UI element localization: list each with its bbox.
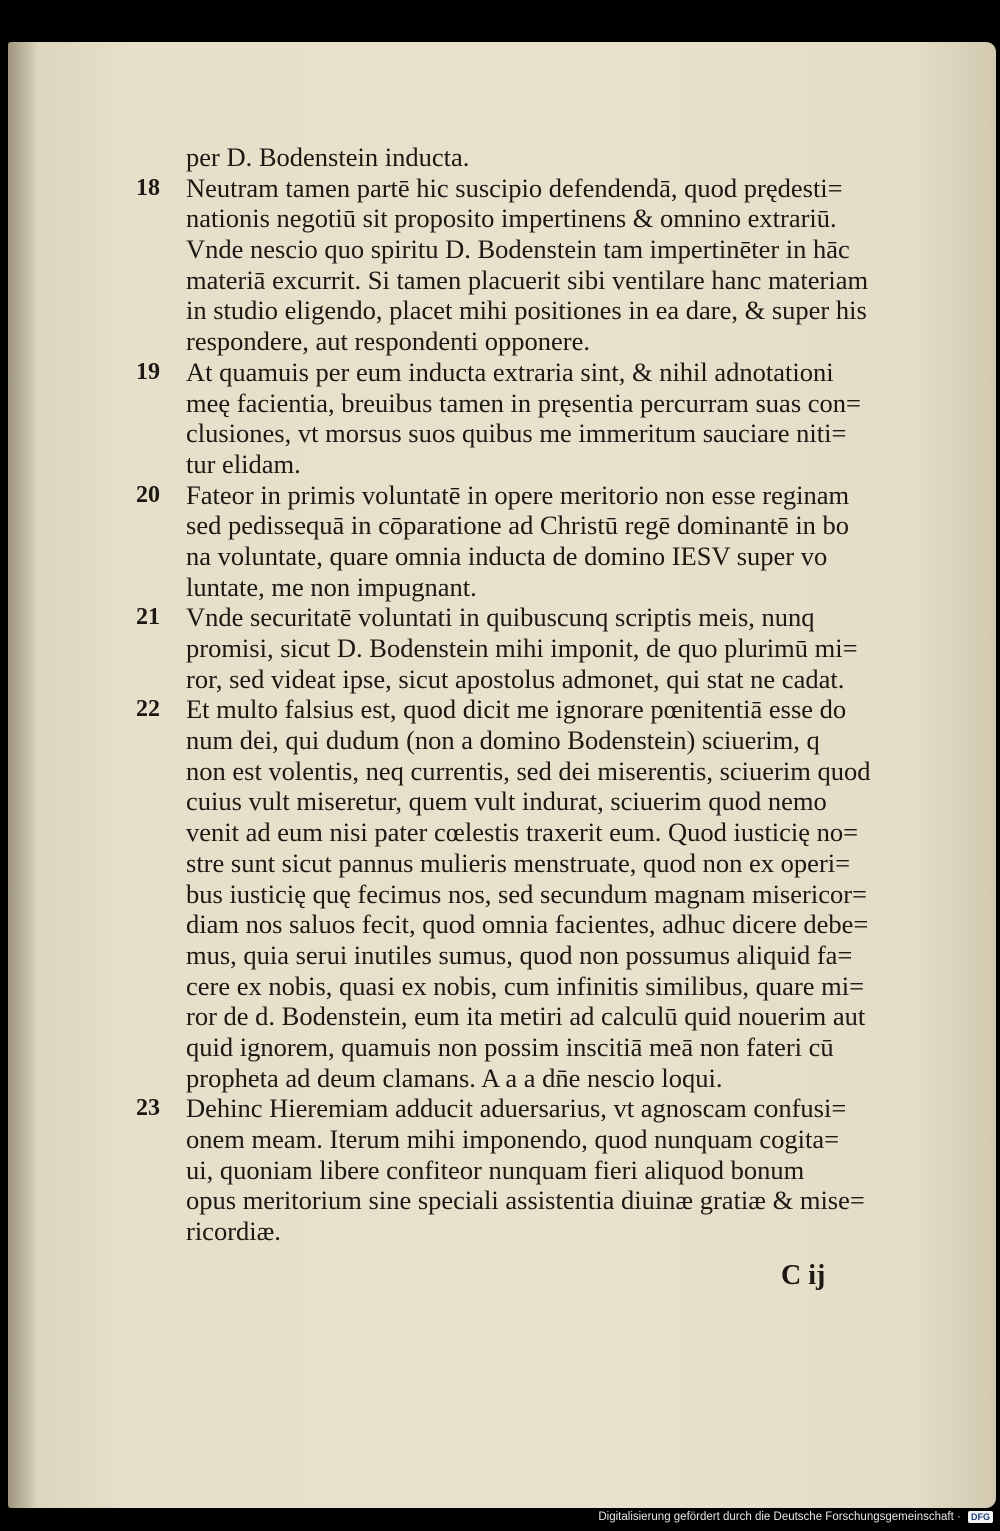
line-text: Vnde nescio quo spiritu D. Bodenstein tam impertinēter in hāc: [186, 234, 850, 265]
text-line: [136, 326, 916, 357]
text-line: [136, 510, 916, 541]
text-line: [136, 848, 916, 879]
line-text: luntate, me non impugnant.: [186, 571, 477, 602]
text-line: [136, 295, 916, 326]
line-text: quid ignorem, quamuis non possim inscitiā meā non fateri cū: [186, 1031, 834, 1062]
line-text: venit ad eum nisi pater cœlestis traxerit eum. Quod iusticię no=: [186, 817, 859, 848]
paragraph-number: 18: [136, 174, 160, 201]
text-line: [136, 971, 916, 1002]
text-line: [136, 817, 916, 848]
line-text: propheta ad deum clamans. A a a dn̄e nescio loqui.: [186, 1062, 723, 1093]
text-line: [136, 725, 916, 756]
line-text: onem meam. Iterum mihi imponendo, quod nunquam cogita=: [186, 1124, 840, 1154]
line-text: ricordiæ.: [186, 1216, 281, 1247]
text-line: [136, 265, 916, 296]
text-line: [136, 357, 916, 388]
dfg-logo: DFG: [968, 1511, 993, 1523]
line-text: clusiones, vt morsus suos quibus me immeritum sauciare niti=: [186, 418, 847, 449]
text-line: [136, 786, 916, 817]
line-text: Et multo falsius est, quod dicit me ignorare pœnitentiā esse do: [186, 694, 847, 725]
line-text: cuius vult miseretur, quem vult indurat, sciuerim quod nemo: [186, 786, 827, 817]
line-text: ror de d. Bodenstein, eum ita metiri ad calculū quid nouerim aut: [186, 1001, 866, 1032]
line-text: cere ex nobis, quasi ex nobis, cum infinitis similibus, quare mi=: [186, 970, 865, 1001]
book-page: [8, 42, 996, 1508]
line-text: Neutram tamen partē hic suscipio defendendā, quod prędesti=: [186, 172, 843, 203]
text-line: [136, 234, 916, 265]
line-text: Fateor in primis voluntatē in opere meritorio non esse reginam: [186, 479, 850, 510]
line-text: na voluntate, quare omnia inducta de domino IESV super vo: [186, 540, 828, 571]
line-text: nationis negotiū sit proposito impertinens & omnino extrariū.: [186, 203, 837, 234]
text-line: [136, 1185, 916, 1216]
text-line: [136, 1032, 916, 1063]
text-line: [136, 1155, 916, 1186]
paragraph-number: 19: [136, 358, 160, 385]
text-line: [136, 633, 916, 664]
text-line: [136, 1063, 916, 1094]
text-line: [136, 418, 916, 449]
text-line: [136, 664, 916, 695]
paragraph-number: 22: [136, 696, 160, 723]
line-text: ror, sed videat ipse, sicut apostolus admonet, qui stat ne cadat.: [186, 663, 845, 694]
line-text: bus iusticię quę fecimus nos, sed secundum magnam misericor=: [186, 878, 867, 909]
page-text-block: [136, 142, 916, 1247]
text-line: [136, 480, 916, 511]
text-line: [136, 142, 916, 173]
text-line: [136, 694, 916, 725]
line-text: respondere, aut respondenti opponere.: [186, 326, 590, 357]
line-text: Dehinc Hieremiam adducit aduersarius, vt agnoscam confusi=: [186, 1093, 847, 1124]
text-line: [136, 909, 916, 940]
text-line: [136, 541, 916, 572]
text-line: [136, 173, 916, 204]
line-text: diam nos saluos fecit, quod omnia facientes, adhuc dicere debe=: [186, 909, 869, 940]
page-gutter-shadow: [8, 42, 38, 1508]
line-text: At quamuis per eum inducta extraria sint, & nihil adnotationi: [186, 356, 834, 387]
line-text: opus meritorium sine speciali assistentia diuinæ gratiæ & mise=: [186, 1185, 865, 1216]
text-line: [136, 1093, 916, 1124]
paragraph-number: 23: [136, 1095, 160, 1122]
digitization-footer: [0, 1511, 993, 1523]
line-text: meę facientia, breuibus tamen in pręsentia percurram suas con=: [186, 387, 861, 418]
line-text: tur elidam.: [186, 448, 301, 479]
text-line: [136, 879, 916, 910]
line-text: materiā excurrit. Si tamen placuerit sibi ventilare hanc materiam: [186, 264, 869, 295]
paragraph-number: 20: [136, 481, 160, 508]
text-line: [136, 388, 916, 419]
line-text: Vnde securitatē voluntati in quibuscunq scriptis meis, nunq: [186, 602, 815, 633]
line-text: sed pedissequā in cōparatione ad Christū regē dominantē in bo: [186, 510, 850, 541]
footer-credit: Digitalisierung gefördert durch die Deutsche Forschungsgemeinschaft ·: [598, 1511, 961, 1523]
line-text: non est volentis, neq currentis, sed dei miserentis, sciuerim quod: [186, 755, 871, 786]
text-line: [136, 1001, 916, 1032]
line-text: promisi, sicut D. Bodenstein mihi imponit, de quo plurimū mi=: [186, 633, 858, 663]
line-text: ui, quoniam libere confiteor nunquam fieri aliquod bonum: [186, 1154, 805, 1185]
text-line: [136, 1124, 916, 1155]
text-line: [136, 602, 916, 633]
paragraph-number: 21: [136, 604, 160, 631]
text-line: [136, 572, 916, 603]
signature-mark: C ij: [781, 1260, 826, 1291]
line-text: num dei, qui dudum (non a domino Bodenstein) sciuerim, q: [186, 725, 820, 756]
text-line: [136, 940, 916, 971]
text-line: [136, 1216, 916, 1247]
line-text: per D. Bodenstein inducta.: [186, 142, 470, 172]
text-line: [136, 203, 916, 234]
text-line: [136, 756, 916, 787]
line-text: stre sunt sicut pannus mulieris menstruate, quod non ex operi=: [186, 847, 851, 878]
text-line: [136, 449, 916, 480]
line-text: in studio eligendo, placet mihi positiones in ea dare, & super his: [186, 295, 867, 326]
line-text: mus, quia serui inutiles sumus, quod non possumus aliquid fa=: [186, 939, 853, 970]
